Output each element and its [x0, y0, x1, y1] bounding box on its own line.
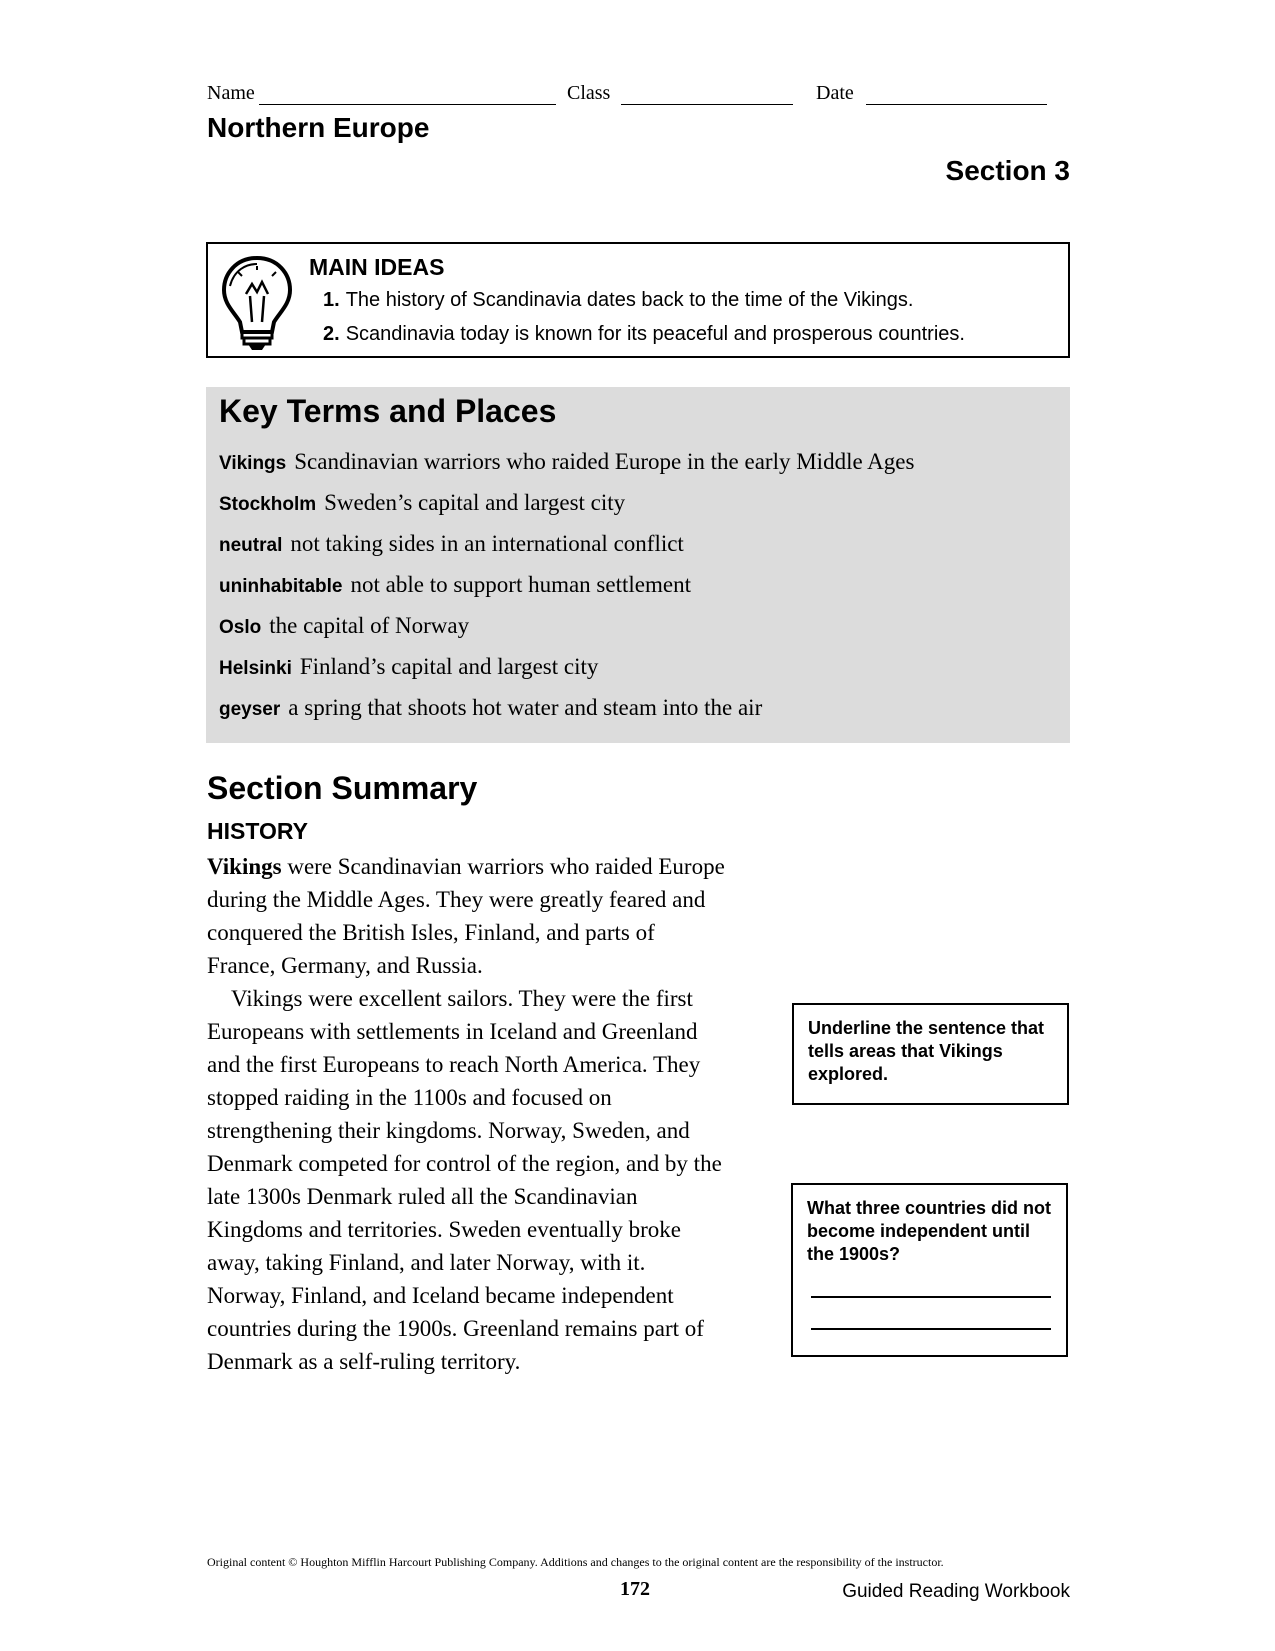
key-term: Stockholm [219, 494, 317, 515]
lightbulb-icon [216, 252, 298, 352]
key-term-row [219, 572, 691, 598]
key-term: Helsinki [219, 658, 292, 679]
name-label: Name [207, 82, 255, 104]
main-ideas-heading: MAIN IDEAS [309, 254, 445, 280]
summary-paragraph[interactable]: Vikings were excellent sailors. They were the first Europeans with settlements in Iceland and Greenland and the first Europeans to reach North America. They stopped raiding in the 1100s and focused on strengthening their kingdoms. Norway, Sweden, and Denmark competed for control of the region, and by the late 1300s Denmark ruled all the Scandinavian Kingdoms and territories. Sweden eventually broke away, taking Finland, and later Norway, with it. Norway, Finland, and Iceland became independent countries during the 1900s. Greenland remains part of Denmark as a self-ruling territory. [207, 986, 722, 1374]
key-term-row [219, 654, 598, 680]
key-term-definition: Finland’s capital and largest city [299, 654, 599, 679]
key-term-definition: the capital of Norway [269, 613, 470, 638]
key-term: uninhabitable [219, 576, 343, 597]
section-summary-heading: Section Summary [207, 770, 478, 806]
key-term-definition: Scandinavian warriors who raided Europe in the early Middle Ages [294, 449, 915, 474]
class-label: Class [567, 82, 611, 104]
chapter-title: Northern Europe [207, 112, 430, 143]
summary-paragraph-text[interactable]: were Scandinavian warriors who raided Europe during the Middle Ages. They were greatly feared and conquered the British Isles, Finland, and parts of France, Germany, and Russia. [207, 854, 725, 978]
main-idea-text: The history of Scandinavia dates back to the time of the Vikings. [345, 289, 914, 311]
underline-prompt-box [792, 1003, 1069, 1105]
key-term-definition: Sweden’s capital and largest city [324, 490, 626, 515]
vikings-bold-term: Vikings [207, 854, 282, 879]
summary-body[interactable] [207, 850, 727, 1378]
main-idea-number: 1. [323, 289, 340, 311]
question-prompt-text: What three countries did not become independent until the 1900s? [807, 1198, 1052, 1264]
key-term-definition: a spring that shoots hot water and steam into the air [288, 695, 763, 720]
summary-paragraph[interactable] [207, 850, 727, 982]
section-label: Section 3 [945, 155, 1070, 186]
underline-prompt-text: Underline the sentence that tells areas that Vikings explored. [808, 1018, 1045, 1084]
key-term-row [219, 531, 684, 557]
student-info-line [207, 82, 1067, 110]
key-term: Oslo [219, 617, 262, 638]
class-blank[interactable] [621, 104, 793, 105]
main-idea-text: Scandinavia today is known for its peaceful and prosperous countries. [345, 323, 965, 345]
copyright-notice: Original content © Houghton Mifflin Harcourt Publishing Company. Additions and changes to the original content are the responsibility of the instructor. [207, 1555, 944, 1569]
page-number: 172 [620, 1578, 650, 1600]
key-term-row [219, 695, 762, 721]
main-idea-item [323, 323, 965, 346]
key-term-row [219, 490, 625, 516]
name-blank[interactable] [259, 104, 556, 105]
main-idea-number: 2. [323, 323, 340, 345]
workbook-name: Guided Reading Workbook [842, 1581, 1070, 1602]
key-term: Vikings [219, 453, 287, 474]
key-terms-heading: Key Terms and Places [219, 393, 557, 429]
date-blank[interactable] [866, 104, 1047, 105]
key-term-definition: not taking sides in an international conflict [290, 531, 684, 556]
key-terms-panel [206, 387, 1070, 743]
answer-line[interactable] [811, 1296, 1051, 1298]
key-term: neutral [219, 535, 283, 556]
history-subheading: HISTORY [207, 818, 308, 844]
key-term-row [219, 613, 469, 639]
key-term: geyser [219, 699, 281, 720]
main-ideas-box [206, 242, 1070, 358]
question-box [791, 1183, 1068, 1357]
main-idea-item [323, 289, 913, 312]
key-term-row [219, 449, 914, 475]
key-term-definition: not able to support human settlement [350, 572, 691, 597]
date-label: Date [816, 82, 854, 104]
answer-line[interactable] [811, 1328, 1051, 1330]
